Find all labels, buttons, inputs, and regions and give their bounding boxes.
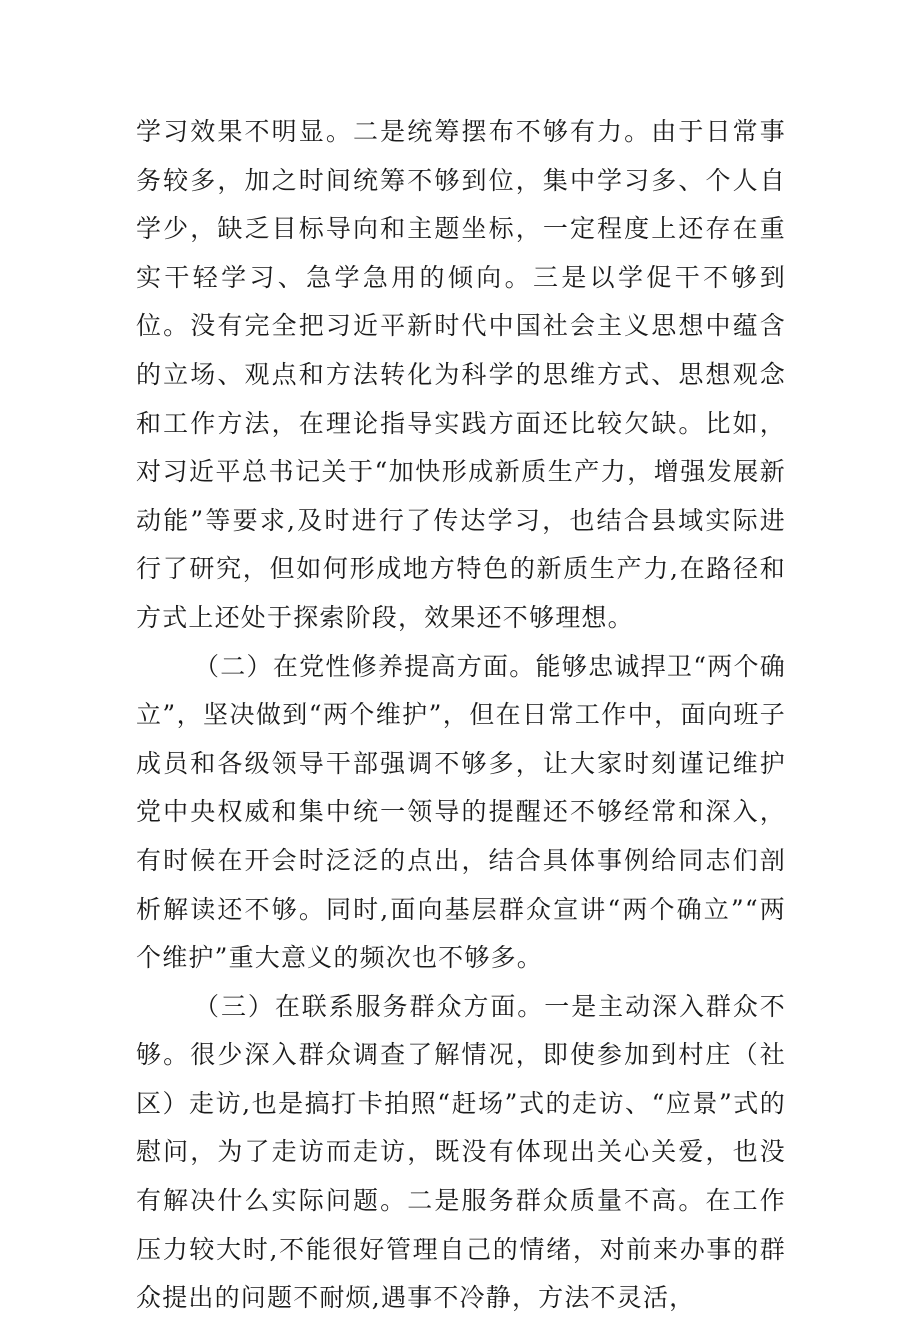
paragraph-study-continuation: 学习效果不明显。二是统筹摆布不够有力。由于日常事务较多，加之时间统筹不够到位，集中学习多、个人自学少，缺乏目标导向和主题坐标，一定程度上还存在重实干轻学习、急学急用的倾向。三是以学促干不够到位。没有完全把习近平新时代中国社会主义思想中蕴含的立场、观点和方法转化为科学的思维方式、思想观念和工作方法，在理论指导实践方面还比较欠缺。比如，对习近平总书记关于“加快形成新质生产力，增强发展新动能”等要求,及时进行了传达学习，也结合县域实际进行了研究，但如何形成地方特色的新质生产力,在路径和方式上还处于探索阶段，效果还不够理想。 (136, 117, 786, 632)
paragraph-serving-masses: （三）在联系服务群众方面。一是主动深入群众不够。很少深入群众调查了解情况，即使参加到村庄（社区）走访,也是搞打卡拍照“赶场”式的走访、“应景”式的慰问，为了走访而走访，既没有体现出关心关爱，也没有解决什么实际问题。二是服务群众质量不高。在工作压力较大时,不能很好管理自己的情绪，对前来办事的群众提出的问题不耐烦,遇事不冷静，方法不灵活， (136, 991, 786, 1313)
paragraph-party-spirit: （二）在党性修养提高方面。能够忠诚捍卫“两个确立”，坚决做到“两个维护”，但在日常工作中，面向班子成员和各级领导干部强调不够多，让大家时刻谨记维护党中央权威和集中统一领导的提醒还不够经常和深入，有时候在开会时泛泛的点出，结合具体事例给同志们剖析解读还不够。同时,面向基层群众宣讲“两个确立”“两个维护”重大意义的频次也不够多。 (136, 651, 786, 973)
document-body (136, 108, 786, 1323)
